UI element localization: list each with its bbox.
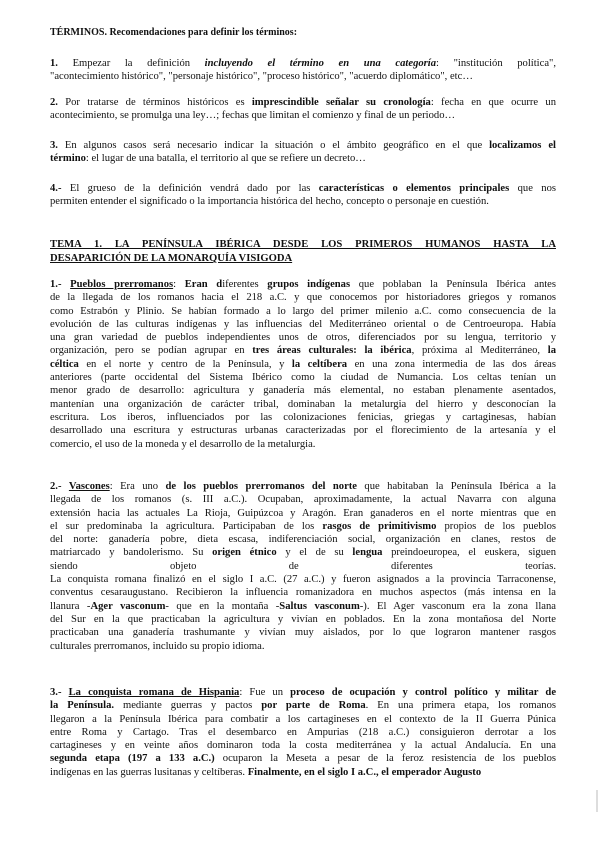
text-line: [50, 586, 556, 599]
bold-run: imprescindible señalar su cronología: [251, 97, 431, 108]
text-run: : "institución política",: [436, 58, 556, 69]
text-run: entre Roma y Cartago. Tras el desembarco en Ampurias (218 a.C.) consiguieron derrotar a los: [50, 726, 556, 738]
text-run: que habitaban la Península Ibérica a la: [357, 481, 557, 492]
text-run: indígenas en las guerras lusitanas y celtíberas.: [50, 766, 248, 778]
text-run: propios de los pueblos: [436, 520, 556, 532]
text-line: [50, 438, 556, 451]
text-run: en el norte y centro de la Península, y: [78, 358, 292, 370]
text-line: [50, 344, 556, 357]
text-run: acontecimiento, se promulga una ley…; fechas que limitan el comienzo y final de un periodo…: [50, 110, 456, 122]
text-run: . En una primera etapa, los romanos: [365, 700, 556, 712]
text-run: y el de su: [276, 547, 353, 559]
text-run: del Sur en la que practicaban la agricultura y vivían en poblados. En la zona montañosa del Norte: [50, 613, 556, 625]
bold-run: tres áreas culturales: la ibérica: [252, 345, 412, 357]
text-run: el sur predominaba la agricultura. Participaban de los: [50, 520, 323, 532]
text-run: organización, pero se podían agrupar en: [50, 345, 253, 357]
text-line: [50, 520, 556, 533]
text-run: permiten entender el significado o la importancia histórica del hecho, concepto o personaje en cuestión.: [50, 196, 489, 208]
term-item-2: [50, 96, 556, 123]
item-number: 3.: [50, 140, 58, 151]
text-line: [50, 411, 556, 424]
term-item-1: [50, 57, 556, 84]
bold-run: Saltus vasconum: [279, 600, 360, 612]
text-line: [50, 139, 556, 152]
text-run: matriarcado y bandolerismo. Su: [50, 547, 213, 559]
terms-header: TÉRMINOS. Recomendaciones para definir los términos:: [50, 27, 298, 38]
text-run: preindoeuropea, el euskera, siguen: [382, 547, 556, 559]
section-conquista-romana: [50, 686, 556, 779]
text-run: que poblaban la Península Ibérica antes: [350, 279, 557, 290]
text-run: , próxima al Mediterráneo,: [411, 345, 548, 357]
tema-title-line-2: DESAPARICIÓN DE LA MONARQUÍA VISIGODA: [50, 253, 293, 264]
text-run: mediante guerras y pactos: [114, 700, 262, 712]
bold-run: características o elementos principales: [318, 183, 510, 194]
text-line: [50, 398, 556, 411]
text-run: anteriores (parte occidental del Sistema Ibérico como la ciudad de Numancia. Los celtas tenían un: [50, 372, 556, 384]
text-run: desarrollado una escritura y estructuras urbanas caracterizadas por el florecimiento de la artesanía y el: [50, 425, 556, 437]
bold-run: la: [547, 345, 557, 357]
text-run: ocuparon la Meseta a pesar de la feroz resistencia de los pueblos: [214, 753, 556, 765]
text-line: [50, 318, 556, 331]
emphasis-run: incluyendo el término en una categoría: [204, 58, 437, 69]
text-line: [50, 278, 556, 291]
text-line: [50, 686, 556, 699]
text-run: En algunos casos será necesario indicar la situación o el ámbito geográfico en el que: [64, 140, 490, 151]
text-run: : el lugar de una batalla, el territorio al que se refiere un decreto…: [85, 153, 366, 165]
text-line: [50, 507, 556, 520]
text-line: [50, 424, 556, 437]
section-heading-run: La conquista romana de Hispania: [68, 687, 240, 698]
text-run: como Estrabón y Plinio. Se habían formado a lo largo del primer milenio a.C. como consecuencia de la: [50, 305, 556, 317]
text-run: El grueso de la definición vendrá dado por las: [69, 183, 319, 194]
bold-run: proceso de ocupación y control político y militar de: [290, 687, 557, 698]
item-number: 2.-: [50, 481, 62, 492]
text-run: cartagineses y en veinte años dominaron toda la costa mediterránea y la actual Andalucía. En una: [50, 740, 556, 752]
bold-run: lengua: [352, 547, 383, 559]
bold-run: Eran d: [184, 279, 223, 290]
text-line: [50, 96, 556, 109]
text-run: "acontecimiento histórico", "personaje histórico", "proceso histórico", "acuerdo diplomático", etc…: [50, 71, 473, 83]
text-line: [50, 358, 556, 371]
text-run: iferentes: [222, 279, 268, 290]
text-line: [50, 699, 556, 712]
bold-run: céltica: [50, 358, 79, 370]
text-line: [50, 752, 556, 765]
text-line: [50, 546, 556, 559]
bold-run: Finalmente, en el siglo I a.C., el emperador Augusto: [247, 766, 482, 778]
text-run: : fecha en que ocurre un: [430, 97, 557, 108]
text-line: [50, 195, 556, 208]
text-line: [50, 480, 556, 493]
text-line: [50, 640, 556, 653]
term-item-3: [50, 139, 556, 166]
text-run: en una zona intermedia de las dos áreas: [347, 358, 556, 370]
text-line: [50, 766, 556, 779]
text-line: [50, 291, 556, 304]
item-number: 1.: [50, 58, 58, 69]
item-number: 4.-: [50, 183, 62, 194]
text-run: que nos: [509, 183, 556, 194]
text-run: una gran variedad de pueblos independientes unos de otros, diferenciados por su lengua, territorio y: [50, 332, 556, 344]
text-line: [50, 626, 556, 639]
term-item-4: [50, 182, 556, 209]
text-run: : Era uno: [109, 481, 166, 492]
section-heading-run: Vascones: [68, 481, 110, 492]
bold-run: segunda etapa (197 a 133 a.C.): [50, 753, 215, 765]
bold-run: grupos indígenas: [267, 279, 351, 290]
page-edge-mark: [596, 790, 598, 812]
text-run: Por tratarse de términos históricos es: [65, 97, 252, 108]
item-number: 1.-: [50, 279, 62, 290]
text-run: -). El Ager vasconum era la zona llana: [359, 600, 556, 612]
text-run: del norte: ganadería pobre, dieta escasa, indiferenciación social, organización en clanes, restos de: [50, 534, 556, 546]
bold-run: localizamos el: [489, 140, 556, 151]
text-line: [50, 713, 556, 726]
bold-run: rasgos de primitivismo: [322, 520, 437, 532]
text-line: [50, 109, 556, 122]
text-line: [50, 331, 556, 344]
text-run: menor grado de desarrollo: agricultura y ganadería más elemental, no estaban plenamente asentados,: [50, 385, 556, 397]
text-line: [50, 384, 556, 397]
text-line: [50, 573, 556, 586]
text-run: llanura -: [50, 600, 91, 612]
bold-run: por parte de Roma: [261, 700, 366, 712]
text-run: comercio, el uso de la moneda y el desarrollo de la metalurgia.: [50, 438, 316, 450]
bold-run: origen étnico: [212, 547, 277, 559]
text-run: extensión hacia las actuales La Rioja, Guipúzcoa y Aragón. Eran ganaderos en el norte mientras que en: [50, 507, 556, 519]
text-line: [50, 533, 556, 546]
text-line: [50, 152, 556, 165]
tema-title-line-1: TEMA 1. LA PENÍNSULA IBÉRICA DESDE LOS PRIMEROS HUMANOS HASTA LA: [50, 239, 556, 250]
text-run: La conquista romana finalizó en el siglo I a.C. (27 a.C.) y fueron asignados a la provincia Tarraconense,: [50, 574, 556, 586]
bold-run: la celtíbera: [291, 358, 348, 370]
text-run: : Fue un: [239, 687, 291, 698]
text-run: Empezar la definición: [72, 58, 205, 69]
text-line: [50, 305, 556, 318]
text-run: de la llegada de los romanos hacia el 218 a.C. y que conocemos por historiadores griegos y romanos: [50, 292, 556, 304]
text-line: [50, 726, 556, 739]
section-vascones: [50, 480, 556, 653]
text-run: culturales prerromanos, incluido su propio idioma.: [50, 640, 265, 652]
item-number: 3.-: [50, 687, 62, 698]
text-run: llegaron a la Península Ibérica para combatir a los cartagineses en el contexto de la II Guerra Púnica: [50, 713, 556, 725]
bold-run: término: [50, 153, 86, 165]
text-line: [50, 57, 556, 70]
text-run: mantenían una organización de carácter tribal, dominaban la metalurgia del hierro y desconocían la: [50, 398, 556, 410]
bold-run: la Península.: [50, 700, 115, 712]
text-run: conventus cesaraugustano. Recibieron la influencia romanizadora en muchos aspectos (más intensa en la: [50, 587, 556, 599]
text-run: practicaban una ganadería trashumante y vivían muy aislados, por lo que lograron mantener rasgos: [50, 627, 556, 639]
bold-run: de los pueblos prerromanos del norte: [165, 481, 358, 492]
text-run: siendo objeto de diferentes teorías.: [50, 560, 556, 572]
text-line: [50, 560, 556, 573]
section-pueblos-prerromanos: [50, 278, 556, 451]
text-line: [50, 182, 556, 195]
text-line: [50, 371, 556, 384]
text-run: evolución de las culturas indígenas y las influencias del Mediterráneo oriental o de Centroeuropa. Había: [50, 318, 556, 330]
text-line: [50, 70, 556, 83]
text-line: [50, 739, 556, 752]
text-run: - que en la montaña -: [165, 600, 280, 612]
text-line: [50, 613, 556, 626]
tema-title: [50, 238, 556, 266]
section-heading-run: Pueblos prerromanos: [70, 279, 174, 290]
item-number: 2.: [50, 97, 58, 108]
text-line: [50, 493, 556, 506]
text-run: llegada de los romanos (s. III a.C.). Ocupaban, aproximadamente, la actual Navarra con alguna: [50, 494, 556, 506]
text-run: :: [173, 279, 185, 290]
text-line: [50, 600, 556, 613]
text-run: escritura. Los iberos, influenciados por las colonizaciones fenicias, griegas y cartaginesas, habían: [50, 411, 556, 423]
bold-run: Ager vasconum: [90, 600, 166, 612]
